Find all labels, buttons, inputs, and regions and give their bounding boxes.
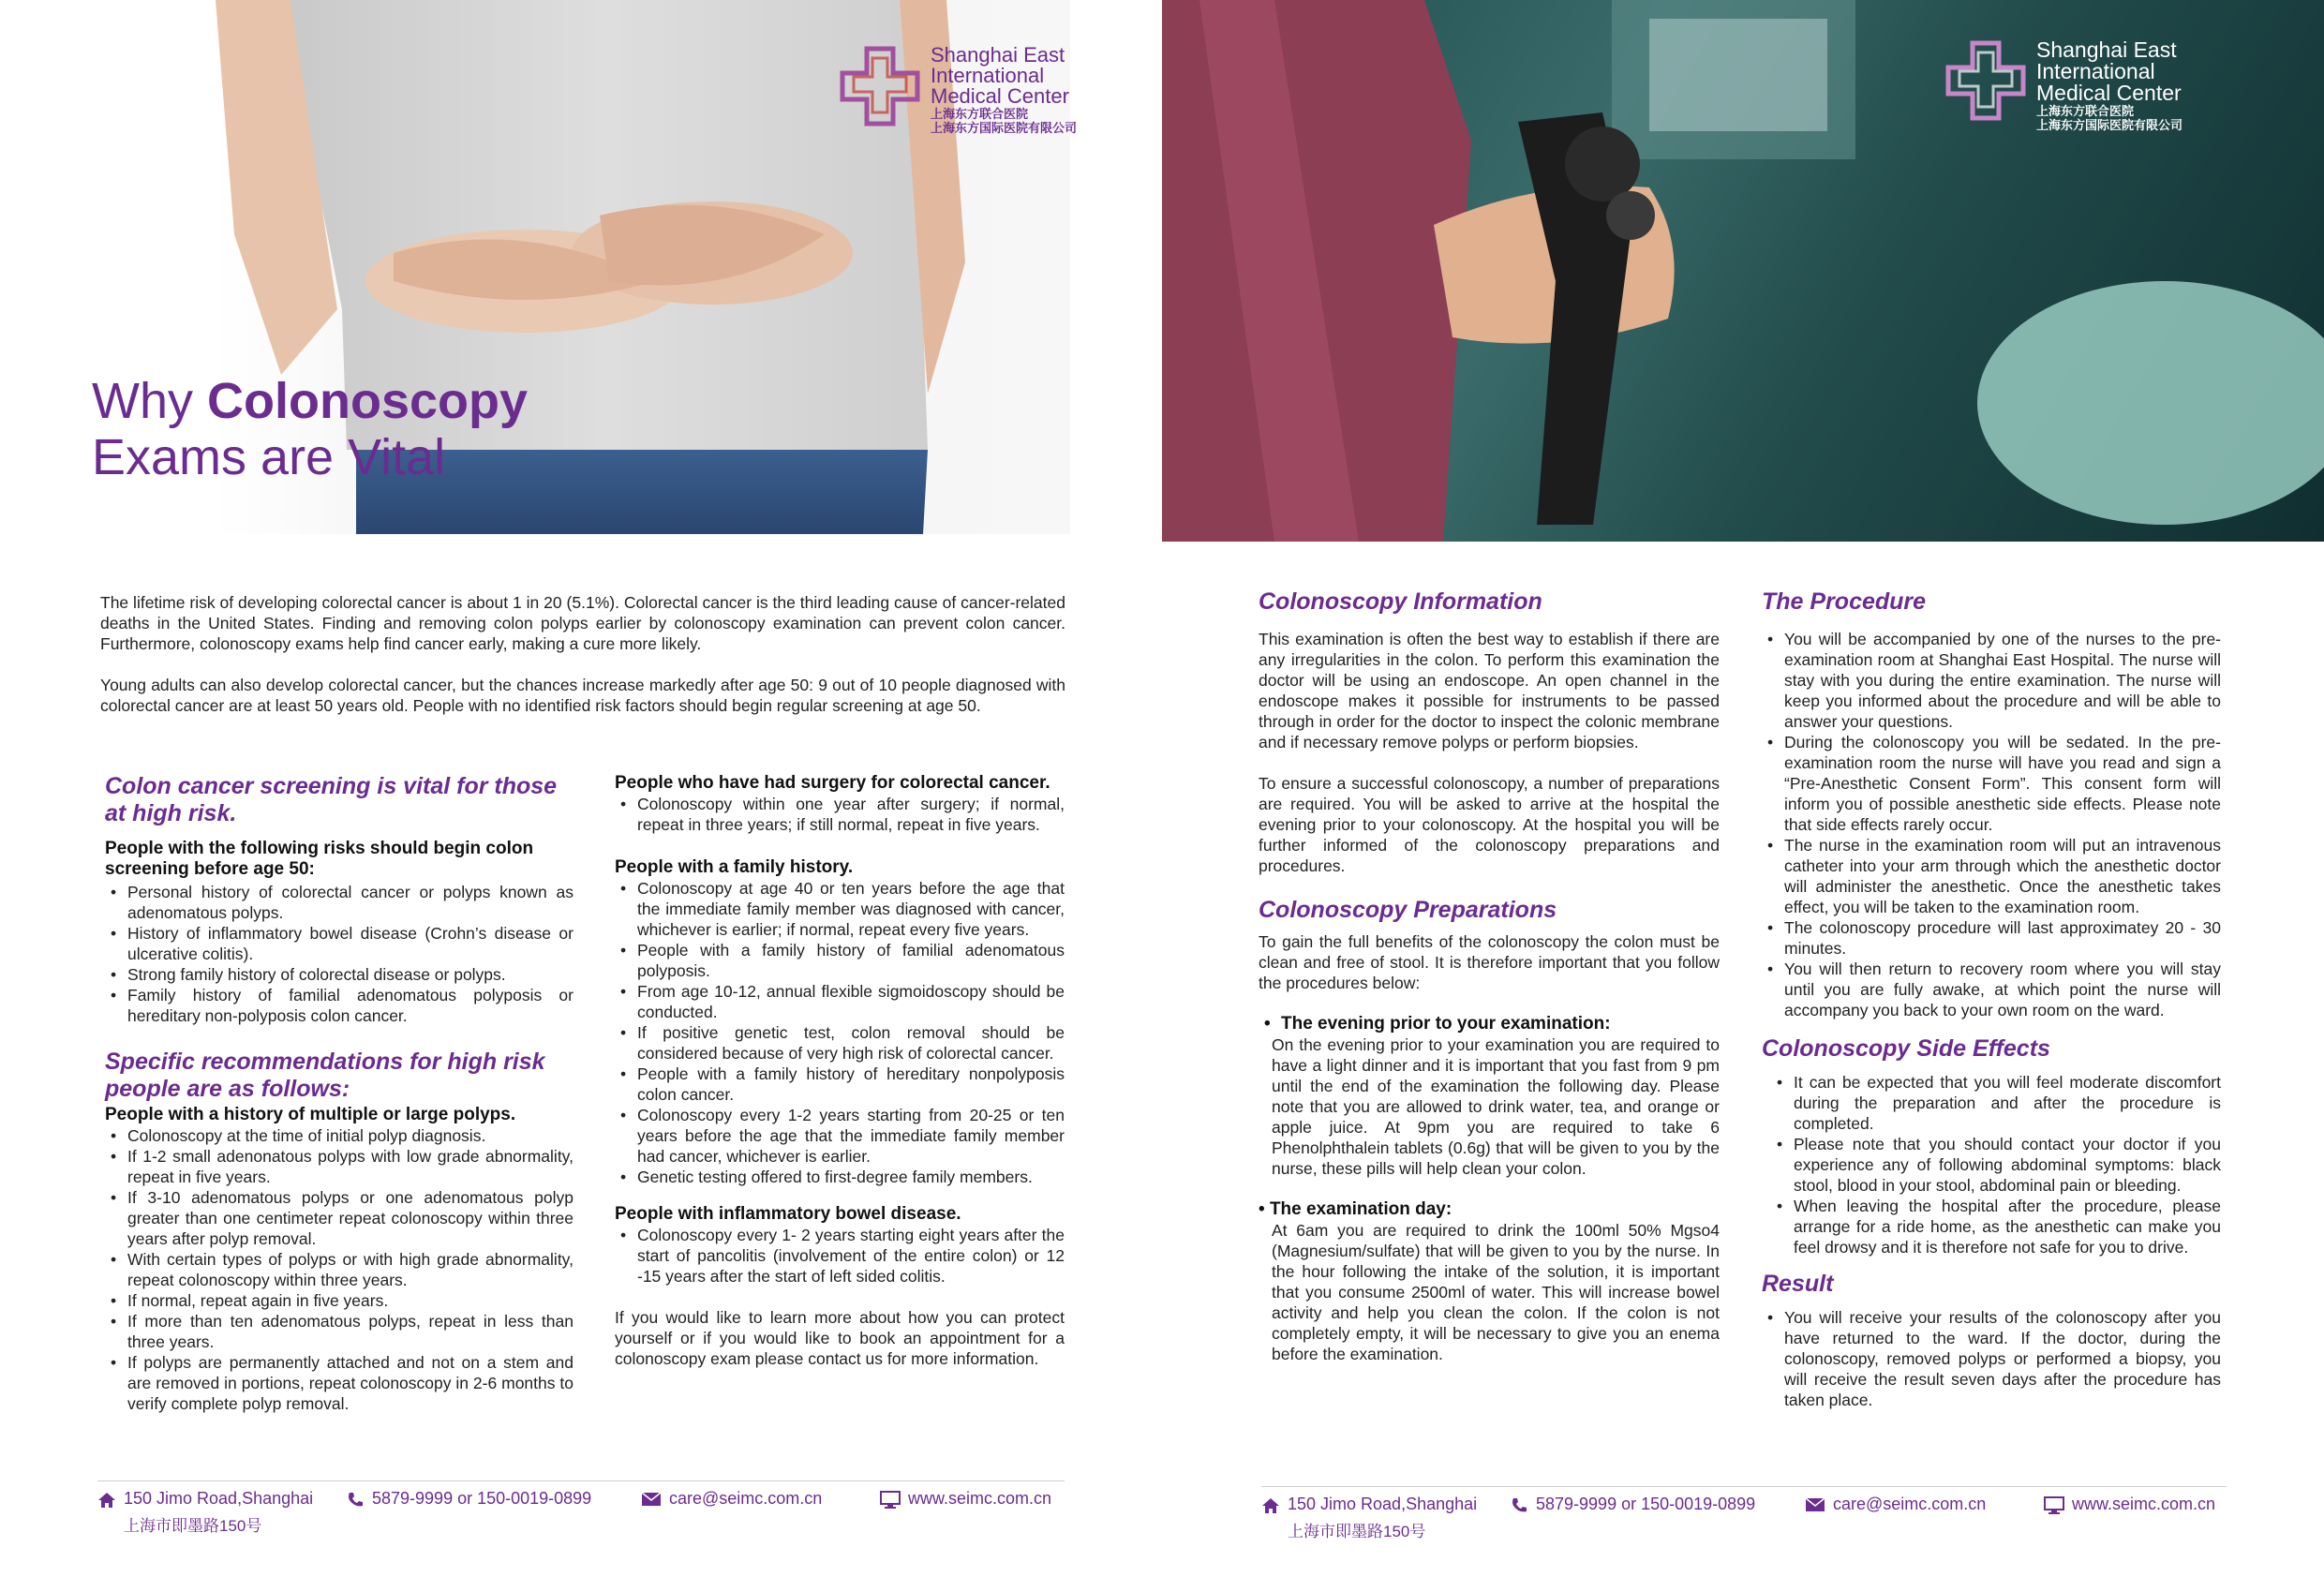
brand-name-line: International	[931, 64, 1045, 87]
list-item: • Personal history of colorectal cancer or polyps known as adenomatous polyps.	[105, 882, 574, 923]
polyps-list	[105, 1125, 574, 1414]
brand-name-line: Shanghai East	[931, 43, 1065, 67]
side-effects-heading: Colonoscopy Side Effects	[1762, 1035, 2050, 1062]
address-text: 150 Jimo Road,Shanghai	[124, 1489, 314, 1508]
monitor-icon	[2044, 1496, 2064, 1515]
information-column	[1259, 588, 1720, 1364]
list-item: • People with a family history of hereditary nonpolyposis colon cancer.	[615, 1064, 1065, 1105]
list-item: • History of inflammatory bowel disease (Crohn’s disease or ulcerative colitis).	[105, 923, 574, 964]
brand-zh-line: 上海东方国际医院有限公司	[931, 121, 1078, 135]
procedure-list	[1762, 629, 2221, 1020]
brand-name-line: International	[2036, 59, 2155, 83]
footer-address	[1261, 1487, 1510, 1541]
phone-text: 5879-9999 or 150-0019-0899	[1536, 1495, 1756, 1513]
website-text: www.seimc.com.cn	[908, 1489, 1052, 1508]
evening-text: On the evening prior to your examination you are required to have a light dinner and it is important that you fast from 9 pm until the end of the examination the following day. Please note that you are allowed to drink water, tea, and orange or apple juice. At 9pm you are required to take 6 Phenolphthalein tablets (0.6g) that will be given to you by the nurse, these pills will help clean your colon.	[1272, 1035, 1720, 1178]
cross-logo-icon	[1944, 39, 2027, 122]
ibd-list	[615, 1225, 1065, 1287]
screening-subheading: People with the following risks should begin colon screening before age 50:	[105, 839, 534, 879]
recommendations-heading: Specific recommendations for high risk people are as follows:	[105, 1049, 545, 1102]
list-item: • If normal, repeat again in five years.	[105, 1290, 574, 1311]
closing-text: If you would like to learn more about how you can protect yourself or if you would like to book an appointment for a colonoscopy exam please contact us for more information.	[615, 1308, 1065, 1368]
day-subheading: The examination day:	[1269, 1199, 1452, 1219]
list-item: • You will then return to recovery room where you will stay until you are fully awake, at which point the nurse will accompany you back to your own room on the ward.	[1762, 959, 2221, 1020]
mail-icon	[1805, 1496, 1825, 1513]
family-subheading: People with a family history.	[615, 857, 854, 877]
cross-logo-icon	[839, 45, 921, 127]
list-item: • Colonoscopy within one year after surgery; if normal, repeat in three years; if still normal, repeat in five years.	[615, 794, 1065, 835]
email-text: care@seimc.com.cn	[1833, 1495, 1987, 1513]
title-prefix: Why	[92, 373, 208, 429]
brand-name-line: Shanghai East	[2036, 37, 2177, 62]
list-item: • You will receive your results of the colonoscopy after you have returned to the ward. If the doctor, during the colonoscopy, removed polyps or performed a biopsy, you will receive the result seven days after the procedure has taken place.	[1762, 1307, 2221, 1410]
list-item: • When leaving the hospital after the procedure, please arrange for a ride home, as the anesthetic can make you feel drowsy and it is therefore not safe for you to drive.	[1771, 1196, 2221, 1257]
list-item: • Family history of familial adenomatous polyposis or hereditary non-polyposis colon cancer.	[105, 985, 574, 1026]
day-subheading-row	[1259, 1199, 1720, 1220]
footer-website[interactable]	[880, 1481, 1065, 1510]
evening-subheading: • The evening prior to your examination:	[1259, 1014, 1720, 1034]
brand-zh-line: 上海东方联合医院	[931, 107, 1029, 121]
info-heading: Colonoscopy Information	[1259, 588, 1542, 615]
screening-heading: Colon cancer screening is vital for those at high risk.	[105, 773, 558, 826]
list-item: • Strong family history of colorectal disease or polyps.	[105, 964, 574, 985]
bullet: •	[1259, 1199, 1270, 1219]
list-item: • You will be accompanied by one of the nurses to the pre-examination room at Shanghai East Hospital. The nurse will stay with you during the entire examination. The nurse will keep you informed about the procedure and will be able to answer your questions.	[1762, 629, 2221, 732]
footer-email[interactable]	[641, 1481, 880, 1509]
list-item: • From age 10-12, annual flexible sigmoidoscopy should be conducted.	[615, 981, 1065, 1022]
brand-name-line: Medical Center	[931, 84, 1069, 108]
procedure-column	[1762, 588, 2221, 1410]
side-effects-list	[1762, 1072, 2221, 1257]
website-text: www.seimc.com.cn	[2072, 1495, 2216, 1513]
footer-phone[interactable]	[1510, 1487, 1805, 1515]
list-item: • Colonoscopy every 1- 2 years starting eight years after the start of pancolitis (involvement of the entire colon) or 12 -15 years after the start of left sided colitis.	[615, 1225, 1065, 1287]
mail-icon	[641, 1491, 662, 1508]
preparations-intro: To gain the full benefits of the colonoscopy the colon must be clean and free of stool. It is therefore important that you follow the procedures below:	[1259, 932, 1720, 992]
brand-name-line: Medical Center	[2036, 81, 2182, 105]
home-icon	[1261, 1496, 1280, 1515]
list-item: • With certain types of polyps or with high grade abnormality, repeat colonoscopy within three years.	[105, 1249, 574, 1290]
email-text: care@seimc.com.cn	[669, 1489, 823, 1508]
surgery-list	[615, 794, 1065, 835]
list-item: • Colonoscopy at the time of initial polyp diagnosis.	[105, 1125, 574, 1146]
screening-list	[105, 882, 574, 1026]
polyps-subheading: People with a history of multiple or large polyps.	[105, 1105, 516, 1124]
phone-icon	[1510, 1496, 1528, 1515]
phone-icon	[346, 1491, 365, 1510]
list-item: • If polyps are permanently attached and not on a stem and are removed in portions, repeat colonoscopy in 2-6 months to verify complete polyp removal.	[105, 1352, 574, 1414]
day-text: At 6am you are required to drink the 100ml 50% Mgso4 (Magnesium/sulfate) that will be given to you by the nurse. In the hour following the intake of the solution, it is important that you consume 2500ml of water. This will increase bowel activity and help you clean the colon. If the colon is not completely empty, it will be necessary to give you an enema before the examination.	[1272, 1221, 1720, 1363]
brand-logo-right	[1944, 39, 2182, 132]
list-item: • The colonoscopy procedure will last approximatey 20 - 30 minutes.	[1762, 917, 2221, 959]
list-item: • If more than ten adenomatous polyps, repeat in less than three years.	[105, 1311, 574, 1352]
high-risk-column	[615, 773, 1065, 1369]
footer-address	[97, 1481, 346, 1536]
phone-text: 5879-9999 or 150-0019-0899	[372, 1489, 592, 1508]
title-line2: Exams are Vital	[92, 429, 446, 485]
title-bold: Colonoscopy	[207, 373, 529, 429]
footer-phone[interactable]	[346, 1481, 641, 1510]
procedure-heading: The Procedure	[1762, 588, 1927, 615]
list-item: • People with a family history of familial adenomatous polyposis.	[615, 940, 1065, 981]
ibd-subheading: People with inflammatory bowel disease.	[615, 1204, 961, 1224]
list-item: • If 1-2 small adenonatous polyps with low grade abnormality, repeat in five years.	[105, 1146, 574, 1187]
page-title	[92, 373, 528, 485]
address-zh-text: 上海市即墨路150号	[1288, 1523, 1426, 1540]
list-item: • It can be expected that you will feel moderate discomfort during the preparation and after the procedure is completed.	[1771, 1072, 2221, 1134]
list-item: • During the colonoscopy you will be sedated. In the pre-examination room the nurse will have you read and sign a “Pre-Anesthetic Consent Form”. This consent form will inform you of possible anesthetic side effects. Please note that side effects rarely occur.	[1762, 732, 2221, 835]
screening-column	[105, 773, 574, 1414]
intro-paragraph: The lifetime risk of developing colorectal cancer is about 1 in 20 (5.1%). Colorectal cancer is the third leading cause of cancer-related deaths in the United States. Finding and removing colon polyps earlier by colonoscopy examination can prevent colon cancer. Furthermore, colonoscopy exams help find cancer early, making a cure more likely.	[100, 593, 1065, 653]
home-icon	[97, 1491, 116, 1510]
info-paragraph: To ensure a successful colonoscopy, a number of preparations are required. You will be asked to arrive at the hospital the evening prior to your colonoscopy. At the hospital you will be further informed of the colonoscopy preparations and procedures.	[1259, 774, 1720, 875]
preparations-heading: Colonoscopy Preparations	[1259, 897, 1557, 923]
footer-left	[97, 1480, 1065, 1537]
list-item: • The nurse in the examination room will put an intravenous catheter into your arm through which the anesthetic doctor will administer the anesthetic. Once the anesthetic takes effect, you will be taken to the examination room.	[1762, 835, 2221, 917]
result-heading: Result	[1762, 1271, 1834, 1297]
brand-logo-left	[839, 45, 1077, 135]
footer-right	[1261, 1486, 2227, 1542]
info-paragraph: This examination is often the best way to establish if there are any irregularities in the colon. To perform this examination the doctor will be using an endoscope. An open channel in the endoscope makes it possible for instruments to be passed through in order for the doctor to inspect the colonic membrane and if necessary remove polyps or perform biopsies.	[1259, 630, 1720, 751]
brand-zh-line: 上海东方国际医院有限公司	[2036, 118, 2183, 132]
family-list	[615, 878, 1065, 1187]
list-item: • If 3-10 adenomatous polyps or one adenomatous polyp greater than one centimeter repeat colonoscopy within three years after polyp removal.	[105, 1187, 574, 1249]
footer-website[interactable]	[2044, 1487, 2227, 1515]
surgery-subheading: People who have had surgery for colorectal cancer.	[615, 773, 1050, 793]
intro-text	[100, 592, 1065, 736]
list-item: • Colonoscopy every 1-2 years starting from 20-25 or ten years before the age that the immediate family member had cancer, whichever is earlier.	[615, 1105, 1065, 1167]
footer-email[interactable]	[1805, 1487, 2044, 1514]
list-item: • If positive genetic test, colon removal should be considered because of very high risk of colorectal cancer.	[615, 1022, 1065, 1064]
brand-zh-line: 上海东方联合医院	[2036, 104, 2135, 118]
list-item: • Please note that you should contact your doctor if you experience any of following abdominal symptoms: black stool, blood in your stool, abdominal pain or bleeding.	[1771, 1134, 2221, 1196]
intro-paragraph: Young adults can also develop colorectal cancer, but the chances increase markedly after age 50: 9 out of 10 people diagnosed with colorectal cancer are at least 50 years old. People with no identified risk factors should begin regular screening at age 50.	[100, 676, 1065, 715]
list-item: • Genetic testing offered to first-degree family members.	[615, 1167, 1065, 1187]
monitor-icon	[880, 1491, 901, 1510]
address-text: 150 Jimo Road,Shanghai	[1288, 1495, 1478, 1513]
address-zh-text: 上海市即墨路150号	[124, 1517, 262, 1535]
list-item: • Colonoscopy at age 40 or ten years before the age that the immediate family member was diagnosed with cancer, whichever is earlier; if normal, repeat every five years.	[615, 878, 1065, 940]
result-list	[1762, 1307, 2221, 1410]
evening-block	[1259, 1014, 1720, 1034]
